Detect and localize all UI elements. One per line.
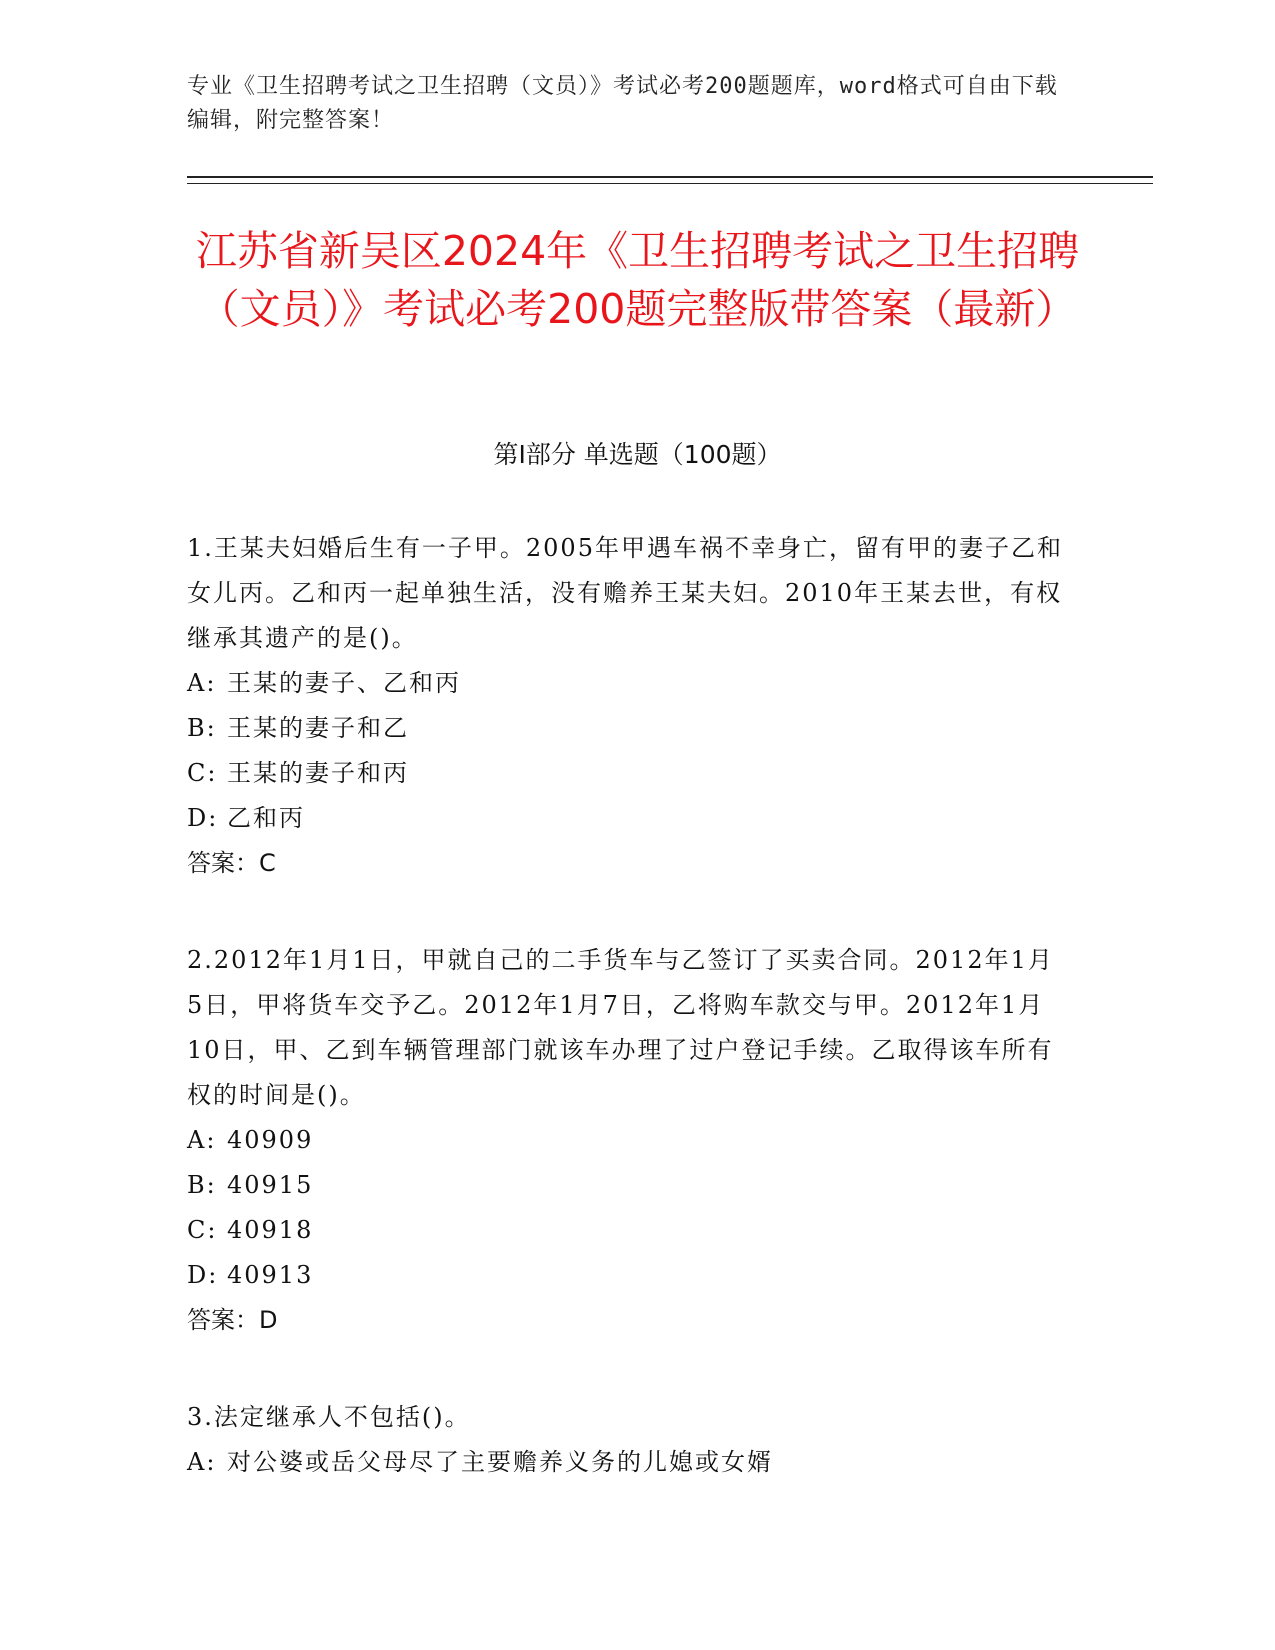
question-stem: 1.王某夫妇婚后生有一子甲。2005年甲遇车祸不幸身亡，留有甲的妻子乙和女儿丙。乙和丙一起单独生活，没有赡养王某夫妇。2010年王某去世，有权继承其遗产的是()。 bbox=[187, 534, 1063, 652]
option-text: 40915 bbox=[227, 1171, 314, 1199]
question-list bbox=[187, 526, 1067, 1537]
option-b bbox=[187, 1163, 1067, 1208]
option-d bbox=[187, 1253, 1067, 1298]
question-2 bbox=[187, 938, 1067, 1343]
option-a bbox=[187, 1440, 1067, 1485]
option-text: 40909 bbox=[227, 1126, 314, 1154]
option-b bbox=[187, 706, 1067, 751]
answer-line: 答案：D bbox=[187, 1306, 278, 1334]
option-letter: C: bbox=[187, 1216, 218, 1244]
option-letter: B: bbox=[187, 714, 217, 742]
question-stem: 3.法定继承人不包括()。 bbox=[187, 1403, 471, 1431]
document-title: 江苏省新吴区2024年《卫生招聘考试之卫生招聘（文员）》考试必考200题完整版带答案（最新） bbox=[195, 227, 1080, 333]
option-letter: C: bbox=[187, 759, 218, 787]
option-text: 40913 bbox=[227, 1261, 314, 1289]
answer-line: 答案：C bbox=[187, 849, 276, 877]
header-note: 专业《卫生招聘考试之卫生招聘（文员）》考试必考200题题库，word格式可自由下载编辑，附完整答案！ bbox=[187, 74, 1058, 133]
option-d bbox=[187, 796, 1067, 841]
option-c bbox=[187, 751, 1067, 796]
header-divider-thick bbox=[187, 176, 1153, 178]
option-letter: A: bbox=[187, 669, 217, 697]
option-text: 王某的妻子和丙 bbox=[227, 759, 409, 787]
option-a bbox=[187, 1118, 1067, 1163]
question-1 bbox=[187, 526, 1067, 886]
option-text: 乙和丙 bbox=[227, 804, 305, 832]
option-letter: A: bbox=[187, 1448, 217, 1476]
option-letter: B: bbox=[187, 1171, 217, 1199]
option-letter: A: bbox=[187, 1126, 217, 1154]
option-text: 王某的妻子、乙和丙 bbox=[227, 669, 461, 697]
question-3 bbox=[187, 1395, 1067, 1485]
question-stem: 2.2012年1月1日，甲就自己的二手货车与乙签订了买卖合同。2012年1月5日，甲将货车交予乙。2012年1月7日，乙将购车款交与甲。2012年1月10日，甲、乙到车辆管理部门就该车办理了过户登记手续。乙取得该车所有权的时间是()。 bbox=[187, 946, 1054, 1109]
header-divider-thin bbox=[187, 183, 1153, 184]
option-text: 王某的妻子和乙 bbox=[227, 714, 409, 742]
option-letter: D: bbox=[187, 804, 219, 832]
option-c bbox=[187, 1208, 1067, 1253]
option-text: 对公婆或岳父母尽了主要赡养义务的儿媳或女婿 bbox=[227, 1448, 773, 1476]
option-a bbox=[187, 661, 1067, 706]
option-letter: D: bbox=[187, 1261, 219, 1289]
option-text: 40918 bbox=[227, 1216, 314, 1244]
section-heading: 第Ⅰ部分 单选题（100题） bbox=[493, 440, 782, 469]
